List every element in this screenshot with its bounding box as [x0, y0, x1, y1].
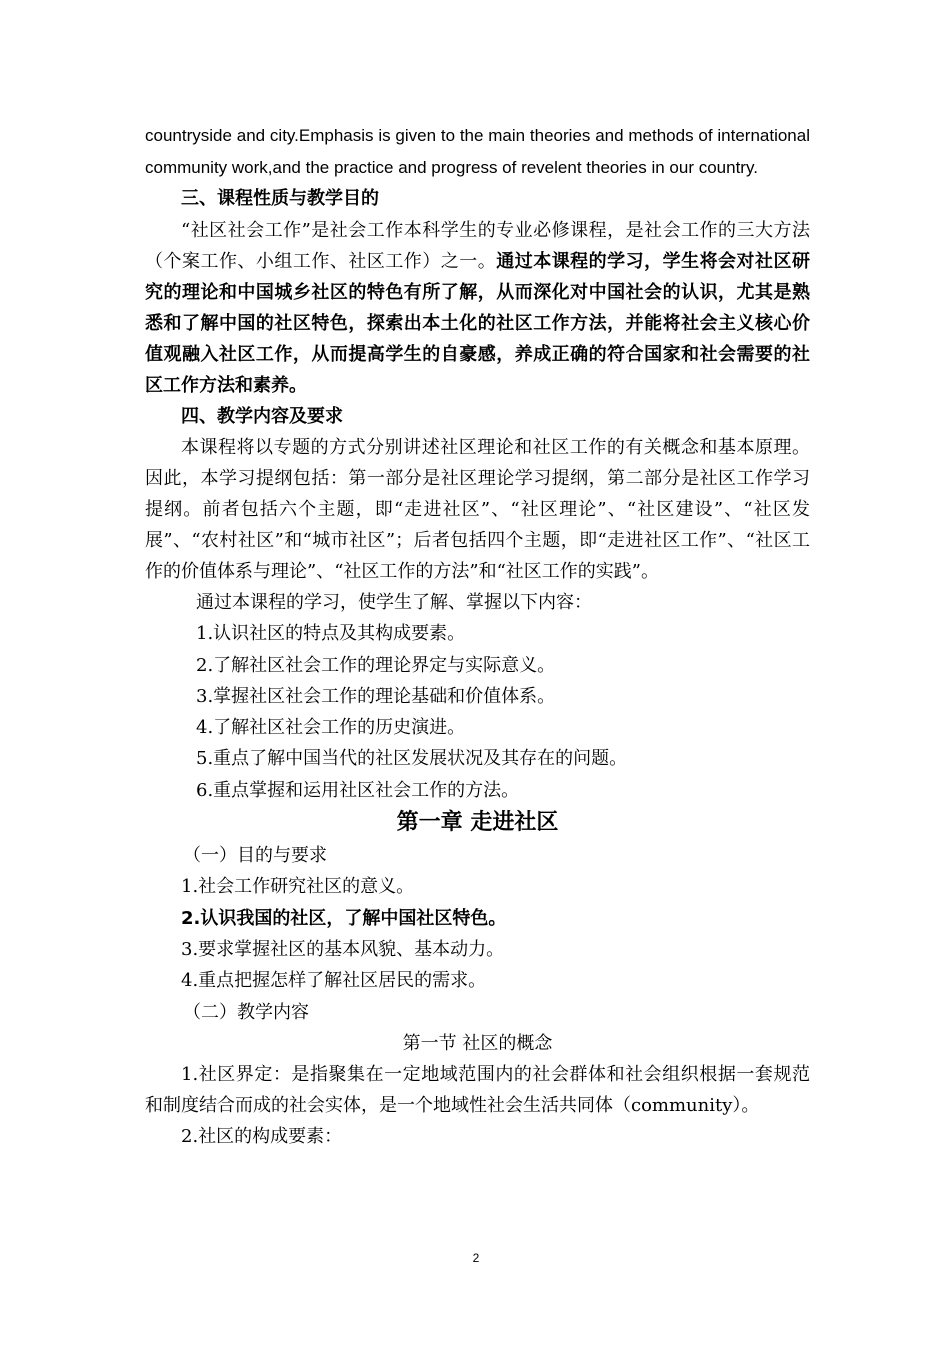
chapter-1-content-title: （二）教学内容: [183, 1001, 309, 1023]
section-4-paragraph: 本课程将以专题的方式分别讲述社区理论和社区工作的有关概念和基本原理。因此，本学习提纲包括：第一部分是社区理论学习提纲，第二部分是社区工作学习提纲。前者包括六个主题，即“走进社区”、“社区理论”、“社区建设”、“社区发展”、“农村社区”和“城市社区”；后者包括四个主题，即“走进社区工作”、“社区工作的价值体系与理论”、“社区工作的方法”和“社区工作的实践”。: [145, 437, 810, 582]
chapter-1-goal-1: 1.社会工作研究社区的意义。: [181, 876, 415, 898]
learning-objectives-list: [145, 618, 810, 806]
list-item: 2.了解社区社会工作的理论界定与实际意义。: [196, 654, 556, 676]
section-3-text: “社区社会工作”是社会工作本科学生的专业必修课程，是社会工作的三大方法（个案工作、小组工作、社区工作）之一。: [145, 219, 810, 272]
chapter-1-goal-3: 3.要求掌握社区的基本风貌、基本动力。: [181, 938, 505, 960]
chapter-1-goal-2: 2.认识我国的社区，了解中国社区特色。: [181, 907, 507, 929]
page-number: 2: [472, 1251, 480, 1265]
chapter-1-goal-4: 4.重点把握怎样了解社区居民的需求。: [181, 970, 487, 992]
page-content: [145, 120, 810, 1152]
section-4-lead: 通过本课程的学习，使学生了解、掌握以下内容：: [196, 592, 592, 613]
section-3-heading: 三、课程性质与教学目的: [181, 188, 379, 209]
community-elements-line: 2.社区的构成要素：: [181, 1126, 343, 1148]
section-3-paragraph: [145, 215, 810, 401]
community-definition-paragraph: 1.社区界定：是指聚集在一定地域范围内的社会群体和社会组织根据一套规范和制度结合而成的社会实体，是一个地域性社会生活共同体（community）。: [145, 1064, 810, 1117]
chapter-1-title: 第一章 走进社区: [396, 810, 559, 836]
chapter-1-section-1-title: 第一节 社区的概念: [402, 1032, 553, 1054]
list-item: 1.认识社区的特点及其构成要素。: [196, 623, 466, 645]
section-4-heading: 四、教学内容及要求: [181, 405, 343, 427]
section-3-bold-text: 通过本课程的学习，学生将会对社区研究的理论和中国城乡社区的特色有所了解，从而深化对中国社会的认识，尤其是熟悉和了解中国的社区特色，探索出本土化的社区工作方法，并能将社会主义核心价值观融入社区工作，从而提高学生的自豪感，养成正确的符合国家和社会需要的社区工作方法和素养。: [145, 250, 811, 396]
intro-english-paragraph: countryside and city.Emphasis is given to the main theories and methods of international community work,and the practice and progress of revelent theories in our country.: [145, 126, 810, 177]
list-item: 5.重点了解中国当代的社区发展状况及其存在的问题。: [196, 748, 628, 770]
chapter-1-goals-title: （一）目的与要求: [183, 845, 327, 867]
list-item: 4.了解社区社会工作的历史演进。: [196, 717, 466, 739]
list-item: 3.掌握社区社会工作的理论基础和价值体系。: [196, 685, 556, 707]
list-item: 6.重点掌握和运用社区社会工作的方法。: [196, 779, 520, 801]
